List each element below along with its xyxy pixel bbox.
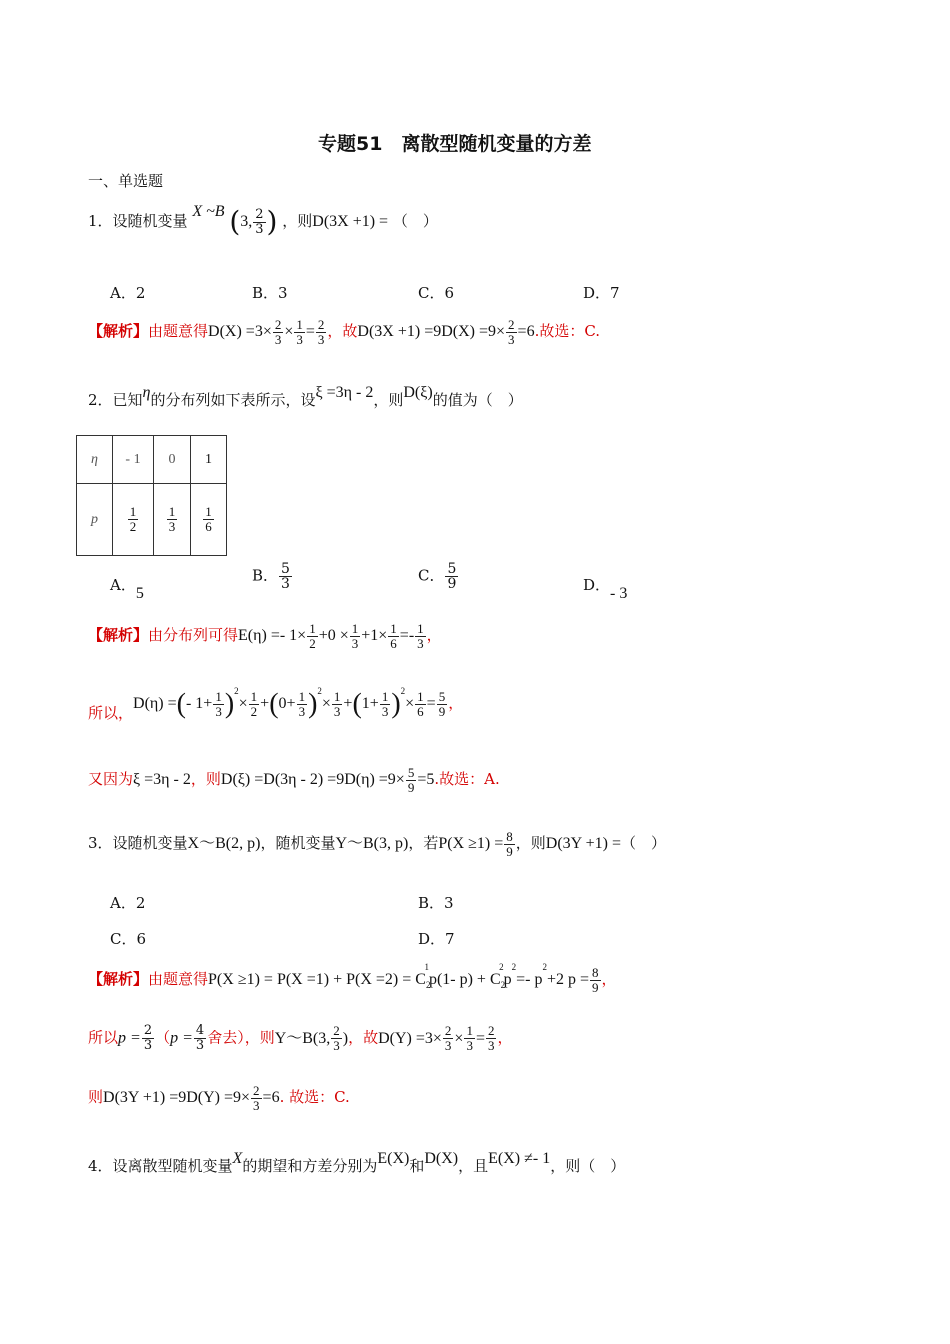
q1-sol-c: .故选：C. <box>534 322 601 341</box>
q1-lead: 1．设随机变量 <box>88 212 188 230</box>
table-cell: p <box>77 484 113 556</box>
section-heading: 一、单选题 <box>88 172 164 190</box>
table-cell: - 1 <box>113 436 154 484</box>
q1-option-c: C．6 <box>418 284 455 302</box>
table-row <box>77 436 227 484</box>
q1-dist: X ~B <box>192 203 225 220</box>
question-2 <box>88 384 523 410</box>
table-cell: η <box>77 436 113 484</box>
q1-lparen: ( <box>229 205 241 238</box>
q2-option-b: B． $\frac{5}{3}$ <box>252 561 290 592</box>
table-cell: $\frac{1}{6}$ <box>191 484 227 556</box>
q2-solution-2: 所以，D(η) =(- 1+ $\frac{1}{3}$ )$^2$× $\frac{1}{2}$ +(0+ $\frac{1}{3}$ )$^2$× $\frac{1}{3}$ +(1+ $\frac{1}{3}$ )$^2$× $\frac{1}{6}$ = $\frac{5}{9}$ ， <box>88 686 464 722</box>
q1-n: 3, <box>240 213 253 230</box>
q3-solution-3: 则D(3Y +1) =9D(Y) =9× $\frac{2}{3}$ =6. 故选：C. <box>88 1083 350 1113</box>
q2-sol-tag: 【解析】 <box>88 626 149 645</box>
q3-option-b: B．3 <box>418 894 454 912</box>
q2-option-a: A．5 <box>110 576 144 602</box>
q2-t2: ，则 <box>373 391 404 409</box>
q1-option-a: A．2 <box>110 284 146 302</box>
q1-sol-tag: 【解析】 <box>88 322 149 341</box>
q3-option-a: A．2 <box>110 894 146 912</box>
q1-sol-math1: D(X) =3× $\frac{2}{3}$ × $\frac{1}{3}$ = $\frac{2}{3}$ <box>208 317 325 347</box>
q2-xi-def: ξ =3η - 2 <box>315 384 374 401</box>
table-cell: 1 <box>191 436 227 484</box>
q2-t1: 的分布列如下表所示，设 <box>150 391 316 409</box>
q2-solution-1: 【解析】由分布列可得E(η) =- 1× $\frac{1}{2}$ +0 × $\frac{1}{3}$ +1× $\frac{1}{6}$ =- $\frac{1}{3}$ ， <box>88 621 442 651</box>
q2-dxi: D(ξ) <box>403 384 433 401</box>
q2-option-c: C． $\frac{5}{9}$ <box>418 561 457 592</box>
q1-sol-b: ，故 <box>327 322 358 341</box>
q3-option-d: D．7 <box>418 930 455 948</box>
q2-distribution-table <box>76 435 227 556</box>
table-cell: $\frac{1}{3}$ <box>154 484 191 556</box>
q3-option-c: C．6 <box>110 930 147 948</box>
q3-sol-tag: 【解析】 <box>88 970 149 988</box>
q1-frac: $\frac{2}{3}$ <box>255 206 264 237</box>
table-cell: $\frac{1}{2}$ <box>113 484 154 556</box>
q1-rparen: ) <box>266 205 278 238</box>
q2-eta: η <box>142 384 151 401</box>
q1-sol-a: 由题意得 <box>148 322 209 341</box>
q1-mid: ，则 <box>282 212 313 230</box>
q2-lead: 2．已知 <box>88 391 143 409</box>
page-title: 专题51 离散型随机变量的方差 <box>318 133 592 155</box>
table-row <box>77 484 227 556</box>
table-cell: 0 <box>154 436 191 484</box>
q2-solution-3: 又因为ξ =3η - 2，则D(ξ) =D(3η - 2) =9D(η) =9× $\frac{5}{9}$ =5.故选：A. <box>88 765 500 795</box>
question-1 <box>88 203 438 237</box>
q1-expr: D(3X +1) = <box>312 213 389 230</box>
q1-solution <box>88 318 600 347</box>
q2-t3: 的值为（ ） <box>432 391 523 409</box>
q1-paren: （ ） <box>392 212 438 230</box>
question-4: 4．设离散型随机变量X的期望和方差分别为E(X)和D(X)，且E(X) ≠- 1，则（ ） <box>88 1150 626 1175</box>
q1-option-d: D．7 <box>583 284 620 302</box>
q2-option-d: D．- 3 <box>583 576 628 602</box>
q1-option-b: B．3 <box>252 284 288 302</box>
q1-sol-math2: D(3X +1) =9D(X) =9× $\frac{2}{3}$ =6 <box>357 317 535 347</box>
q3-solution-2: 所以p = $\frac{2}{3}$ （p = $\frac{4}{3}$ 舍去），则Y～B(3, $\frac{2}{3}$ )，故D(Y) =3× $\frac{2}{3}$ × $\frac{1}{3}$ = $\frac{2}{3}$ ， <box>88 1023 513 1054</box>
question-3: 3．设随机变量X～B(2, p)，随机变量Y～B(3, p)，若P(X ≥1) = $\frac{8}{9}$ ，则D(3Y +1) =（ ） <box>88 829 667 859</box>
q3-solution-1: 【解析】由题意得$P(X \ge 1) = P(X =1) + P(X =2) = C_2^1p(1-$ $p) + C_2^2p^2=-$ $p^2+2$ p = $\frac{8}{9}$ ， <box>88 962 617 995</box>
